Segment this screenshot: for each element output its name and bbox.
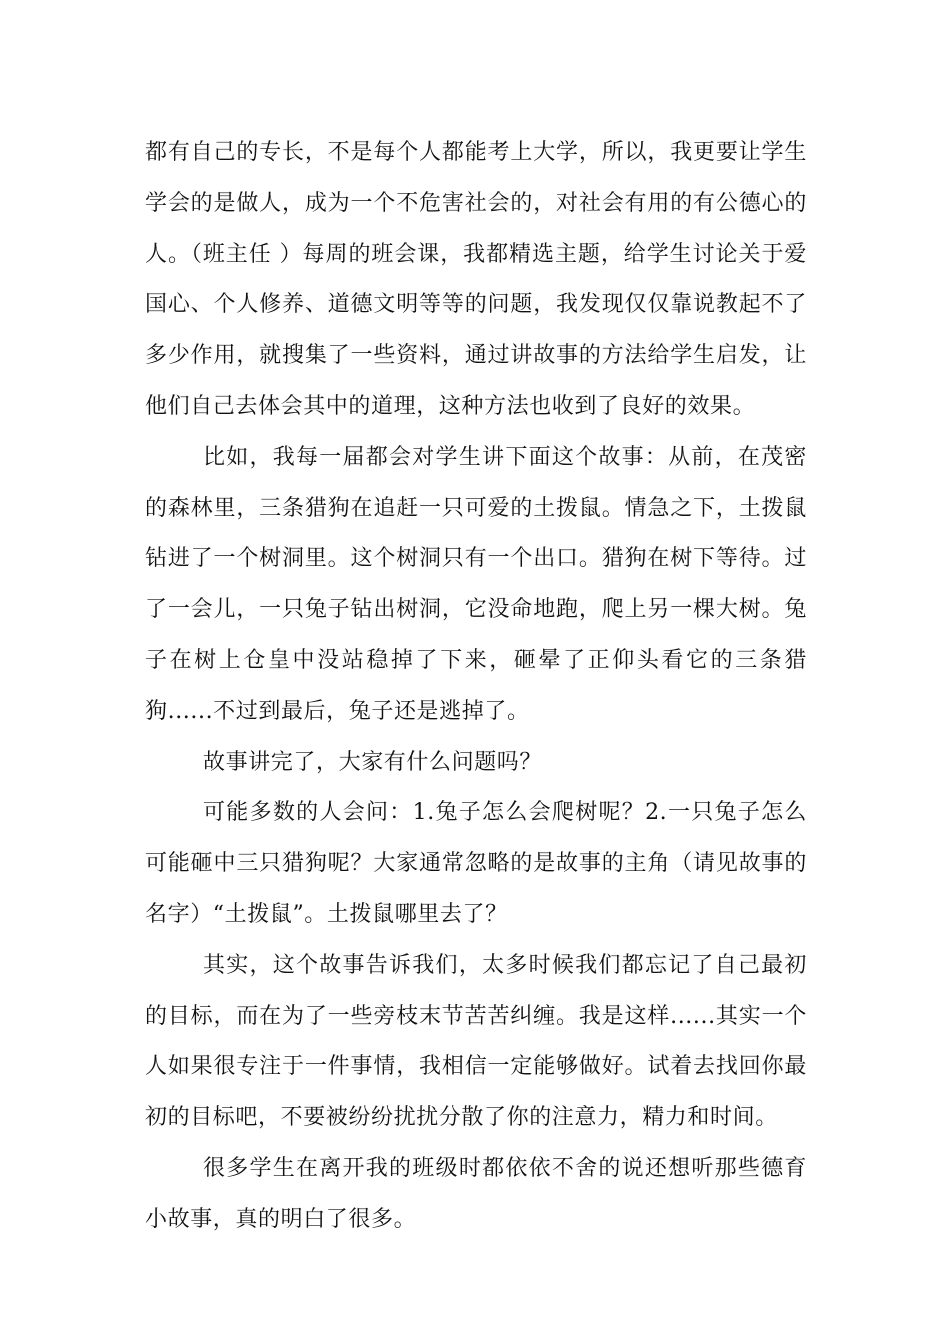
document-body: [145, 128, 807, 1246]
paragraph-6: 很多学生在离开我的班级时都依依不舍的说还想听那些德育小故事，真的明白了很多。: [145, 1155, 807, 1232]
paragraph-2: 比如，我每一届都会对学生讲下面这个故事：从前，在茂密的森林里，三条猎狗在追赶一只可爱的土拨鼠。情急之下，土拨鼠钻进了一个树洞里。这个树洞只有一个出口。猎狗在树下等待。过了一会儿，一只兔子钻出树洞，它没命地跑，爬上另一棵大树。兔子在树上仓皇中没站稳掉了下来，砸晕了正仰头看它的三条猎狗......不过到最后，兔子还是逃掉了。: [145, 444, 807, 724]
paragraph-5: 其实，这个故事告诉我们，太多时候我们都忘记了自己最初的目标，而在为了一些旁枝末节苦苦纠缠。我是这样......其实一个人如果很专注于一件事情，我相信一定能够做好。试着去找回你最初的目标吧，不要被纷纷扰扰分散了你的注意力，精力和时间。: [145, 952, 807, 1131]
paragraph-3: 故事讲完了，大家有什么问题吗？: [203, 749, 543, 775]
paragraph-1: 都有自己的专长，不是每个人都能考上大学，所以，我更要让学生学会的是做人，成为一个不危害社会的，对社会有用的有公德心的人。（班主任 ）每周的班会课，我都精选主题，给学生讨论关于爱国心、个人修养、道德文明等等的问题，我发现仅仅靠说教起不了多少作用，就搜集了一些资料，通过讲故事的方法给学生启发，让他们自己去体会其中的道理，这种方法也收到了良好的效果。: [145, 140, 807, 419]
paragraph-4: 可能多数的人会问：1.兔子怎么会爬树呢？2.一只兔子怎么可能砸中三只猎狗呢？大家通常忽略的是故事的主角（请见故事的名字）“土拨鼠”。土拨鼠哪里去了？: [145, 800, 807, 927]
